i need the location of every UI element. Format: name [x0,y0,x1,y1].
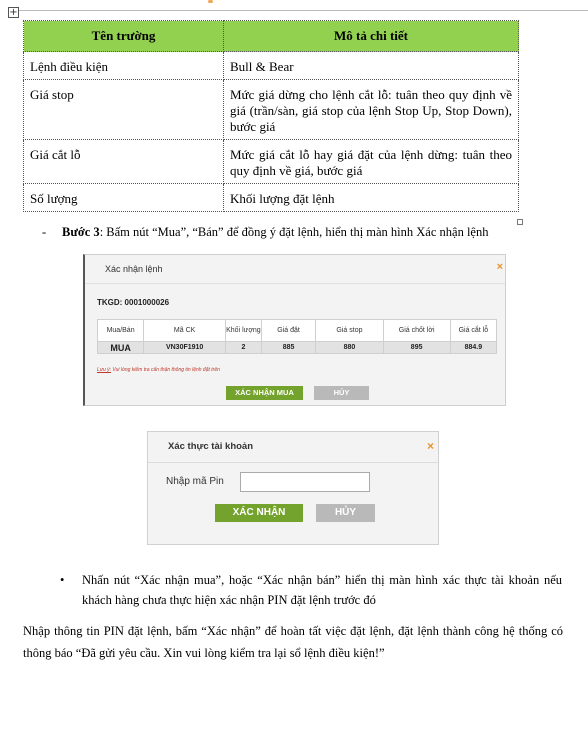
step-text: : Bấm nút “Mua”, “Bán” để đồng ý đặt lệnh, hiển thị màn hình Xác nhận lệnh [99,225,489,239]
table-cell: Mức giá cắt lỗ hay giá đặt của lệnh dừng: tuân theo quy định về giá, bước giá [224,140,519,184]
col-symbol: Mã CK [144,320,226,342]
body-paragraph: Nhập thông tin PIN đặt lệnh, bấm “Xác nhận” để hoàn tất việc đặt lệnh, đặt lệnh thành công hệ thống có thông báo “Đã gửi yêu cầu. Xin vui lòng kiểm tra lại sổ lệnh điều kiện!” [23,624,563,660]
close-icon[interactable]: × [426,439,434,453]
cancel-button[interactable]: HỦY [314,386,369,400]
table-cell: Giá cắt lỗ [24,140,224,184]
table-row [24,184,519,212]
page-margin-line [16,10,588,11]
order-side: MUA [98,342,144,354]
table-resize-handle[interactable] [517,219,523,225]
note-text: Vui lòng kiểm tra cẩn thận thông tin lệnh đặt trên [111,367,220,373]
order-stop-loss: 884.9 [450,342,496,354]
note-label: Lưu ý: [97,367,112,373]
table-cell: Lệnh điều kiện [24,52,224,80]
order-summary-table [97,319,497,354]
dialog-divider [148,462,438,463]
dialog-title: Xác thực tài khoản [168,441,254,452]
dialog-divider [85,283,505,284]
col-quantity: Khối lượng [226,320,262,342]
order-table-row [98,342,497,354]
table-cell: Giá stop [24,80,224,140]
col-stop-price: Giá stop [316,320,383,342]
col-side: Mua/Bán [98,320,144,342]
header-field-name: Tên trường [24,21,224,52]
table-header-row [24,21,519,52]
check-note [97,367,220,373]
col-order-price: Giá đặt [261,320,316,342]
col-take-profit: Giá chốt lời [383,320,450,342]
bullet-text: Nhấn nút “Xác nhận mua”, hoặc “Xác nhận bán” hiển thị màn hình xác thực tài khoản nếu khách hàng chưa thực hiện xác nhận PIN đặt lệnh trước đó [82,573,562,607]
table-row [24,140,519,184]
account-auth-dialog [147,431,439,545]
order-table-header [98,320,497,342]
step-label: Bước 3 [62,225,100,239]
dialog-title: Xác nhận lệnh [105,264,163,274]
account-number: TKGD: 0001000026 [97,298,170,307]
close-icon[interactable]: × [496,261,503,273]
header-description: Mô tả chi tiết [224,21,519,52]
col-stop-loss: Giá cắt lỗ [450,320,496,342]
step-3-instruction [42,225,488,240]
order-symbol: VN30F1910 [144,342,226,354]
table-cell: Số lượng [24,184,224,212]
order-stop-price: 880 [316,342,383,354]
table-cell: Mức giá dừng cho lệnh cắt lỗ: tuân theo quy định về giá (trần/sàn, giá stop của lệnh Stop Up, Stop Down), bước giá [224,80,519,140]
table-cell: Khối lượng đặt lệnh [224,184,519,212]
table-row [24,80,519,140]
order-price: 885 [261,342,316,354]
order-confirm-dialog [83,254,506,406]
confirm-button[interactable]: XÁC NHẬN [215,504,303,522]
pin-input[interactable] [240,472,370,492]
order-quantity: 2 [226,342,262,354]
confirm-buy-button[interactable]: XÁC NHẬN MUA [226,386,303,400]
bullet-icon: • [60,573,65,587]
table-row [24,52,519,80]
order-take-profit: 895 [383,342,450,354]
table-move-handle-icon[interactable]: + [9,7,18,18]
dash-marker: - [42,225,47,239]
pin-label: Nhập mã Pin [166,476,224,487]
table-cell: Bull & Bear [224,52,519,80]
field-description-table [23,20,519,212]
cancel-button[interactable]: HỦY [316,504,375,522]
top-marker [208,0,213,3]
